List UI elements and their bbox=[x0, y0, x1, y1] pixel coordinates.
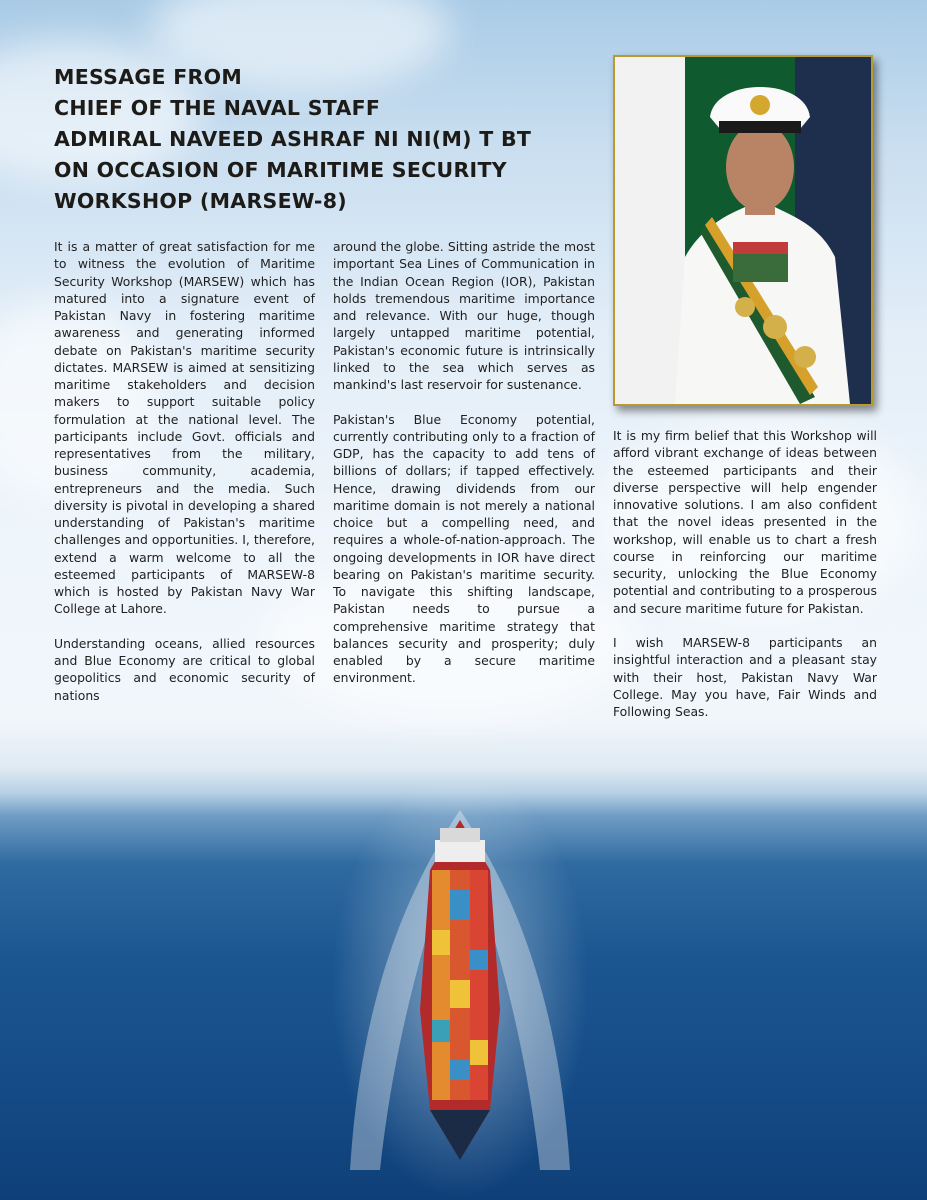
title-line: ADMIRAL NAVEED ASHRAF NI NI(M) T BT bbox=[54, 127, 532, 151]
column-middle bbox=[333, 238, 595, 704]
paragraph-closing-wish: I wish MARSEW-8 participants an insightful interaction and a pleasant stay with their host, Pakistan Navy War College. May you have, Fair Winds and Following Seas. bbox=[613, 635, 877, 719]
paragraph-intro: It is a matter of great satisfaction for me to witness the evolution of Maritime Security Workshop (MARSEW) which has matured into a signature event of Pakistan Navy in fostering maritime awareness and generating informed debate on Pakistan's maritime security dictates. MARSEW is aimed at sensitizing maritime stakeholders and decision makers to support suitable policy formulation at the national level. The participants include Govt. officials and representatives from the military, business community, academia, entrepreneurs and the media. Such diversity is pivotal in developing a shared understanding of Pakistan's maritime challenges and opportunities. I, therefore, extend a warm welcome to all the esteemed participants of MARSEW-8 which is hosted by Pakistan Navy War College at Lahore. bbox=[54, 239, 315, 617]
admiral-portrait bbox=[613, 55, 873, 406]
paragraph-oceans-part2: around the globe. Sitting astride the most important Sea Lines of Communication in the Indian Ocean Region (IOR), Pakistan holds tremendous maritime importance and relevance. With our huge, though largely untapped maritime potential, Pakistan's economic future is intrinsically linked to the sea which serves as mankind's last reservoir for sustenance. bbox=[333, 239, 595, 392]
container-ship-illustration bbox=[340, 810, 580, 1170]
title-line: WORKSHOP (MARSEW-8) bbox=[54, 189, 347, 213]
title-line: MESSAGE FROM bbox=[54, 65, 243, 89]
containers bbox=[432, 870, 488, 1100]
column-right bbox=[613, 427, 877, 738]
paragraph-workshop-belief: It is my firm belief that this Workshop will afford vibrant exchange of ideas between the esteemed participants and their diverse perspective will help engender innovative solutions. I am also confident that the novel ideas presented in the workshop, will enable us to chart a fresh course in reinforcing our maritime security, unlocking the Blue Economy potential and contributing to a prosperous and secure maritime future for Pakistan. bbox=[613, 428, 877, 616]
paragraph-oceans-part1: Understanding oceans, allied resources and Blue Economy are critical to global geopolitics and economic security of nations bbox=[54, 635, 315, 703]
page-title bbox=[54, 62, 594, 217]
paragraph-blue-economy: Pakistan's Blue Economy potential, currently contributing only to a fraction of GDP, has the capacity to add tens of billions of dollars; if tapped effectively. Hence, drawing dividends from our maritime domain is not merely a national choice but a compelling need, and requires a whole-of-nation-approach. The ongoing developments in IOR have direct bearing on Pakistan's maritime security. To navigate this shifting landscape, Pakistan needs to pursue a comprehensive maritime strategy that balances security and prosperity; duly enabled by a secure maritime environment. bbox=[333, 411, 595, 686]
title-line: ON OCCASION OF MARITIME SECURITY bbox=[54, 158, 507, 182]
portrait-illustration bbox=[615, 57, 871, 404]
column-left bbox=[54, 238, 315, 721]
title-line: CHIEF OF THE NAVAL STAFF bbox=[54, 96, 381, 120]
